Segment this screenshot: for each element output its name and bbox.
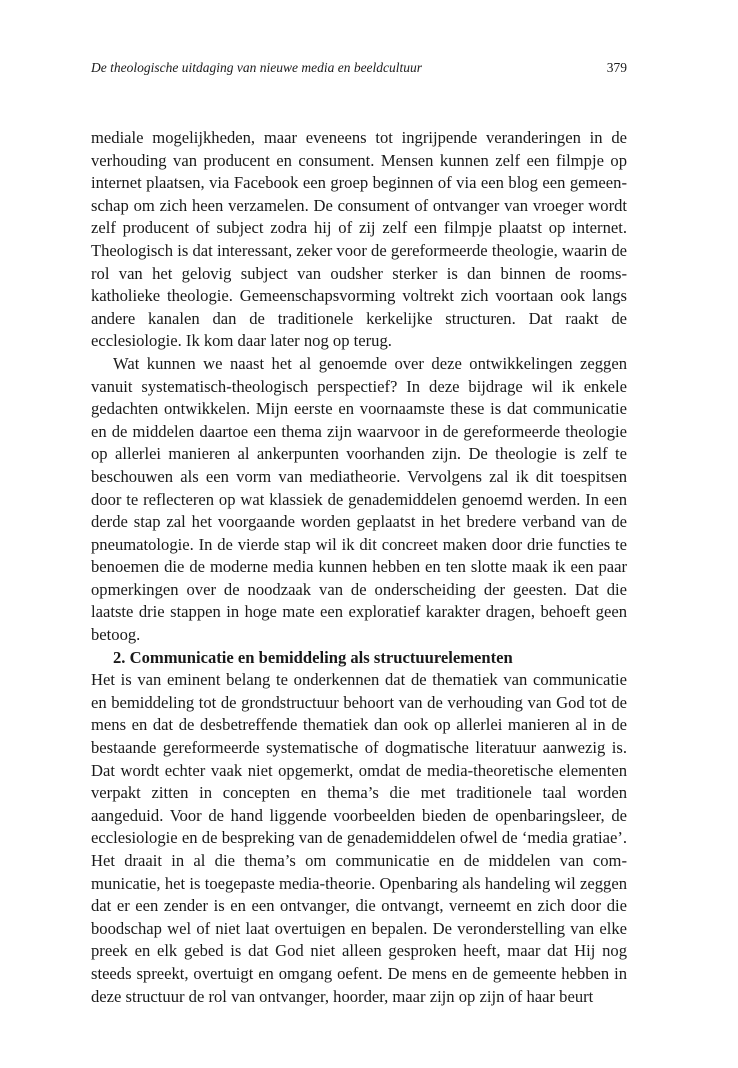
section-heading: 2. Communicatie en bemiddeling als structuurelementen xyxy=(113,647,513,667)
running-header xyxy=(91,60,627,76)
page-number: 379 xyxy=(606,60,627,75)
paragraph-continuation: mediale mogelijkheden, maar eveneens tot ingrijpende veranderingen in de verhouding van producent en consument. Mensen kunnen zelf een filmpje op internet plaatsen, via Facebook een groep beginnen of via een blog een gemeenschap om zich heen verzamelen. De consument of ontvanger van vroeger wordt zelf producent of subject zodra hij of zij zelf een filmpje plaatst op internet. Theologisch is dat interessant, zeker voor de gereformeerde theologie, waarin de rol van het gelovig subject van oudsher sterker is dan binnen de rooms-katholieke theologie. Gemeenschapsvorming voltrekt zich voortaan ook langs andere kanalen dan de traditionele kerkelijke structuren. Dat raakt de ecclesiologie. Ik kom daar later nog op terug. xyxy=(91,128,627,351)
paragraph-thesis: Wat kunnen we naast het al genoemde over deze ontwikkelingen zeggen vanuit systematisch-theologisch perspectief? In deze bijdrage wil ik enkele gedachten ontwikkelen. Mijn eerste en voornaamste these is dat communicatie en de middelen daartoe een thema zijn waarvoor in de gereformeerde theologie op allerlei manieren al ankerpunten voorhanden zijn. De theologie is zelf te beschouwen als een vorm van mediatheorie. Vervolgens zal ik dit toespitsen door te reflecteren op wat klassiek de genademiddelen genoemd werden. In een derde stap zal het voorgaande worden geplaatst in het bredere verband van de pneumatologie. In de vierde stap wil ik dit concreet maken door drie functies te benoemen die de moderne media kunnen hebben en ten slotte maak ik een paar opmerkingen over de noodzaak van de onderscheiding der geesten. Dat die laatste drie stappen in hoge mate een exploratief karakter dragen, behoeft geen betoog. xyxy=(91,353,627,645)
paragraph-section-2: Het is van eminent belang te onderkennen dat de thematiek van communicatie en bemiddeling tot de grondstructuur behoort van de verhouding van God tot de mens en dat de desbetreffende thematiek dan ook op allerlei manieren al in de bestaande gereformeerde systematische of dogmatische literatuur aanwezig is. Dat wordt echter vaak niet opgemerkt, omdat de media-theoretische elementen verpakt zitten in concepten en thema’s die met traditionele taal worden aangeduid. Voor de hand liggende voorbeelden bieden de openbaringsleer, de ecclesiologie en de bespreking van de genademiddelen ofwel de ‘media gratiae’. Het draait in al die thema’s om communicatie en de middelen van communicatie, het is toegepaste media-theorie. Openbaring als handeling wil zeggen dat er een zender is en een ontvanger, die ontvangt, verneemt en zich door die boodschap wel of niet laat overtuigen en bepalen. De veronderstelling van elke preek en elk gebed is dat God niet alleen gesproken heeft, maar dat Hij nog steeds spreekt, overtuigt en omgang oefent. De mens en de gemeente hebben in deze structuur de rol van ontvanger, hoorder, maar zijn op zijn of haar beurt xyxy=(91,670,627,1006)
running-title: De theologische uitdaging van nieuwe media en beeldcultuur xyxy=(91,60,423,75)
main-text xyxy=(91,127,627,1008)
